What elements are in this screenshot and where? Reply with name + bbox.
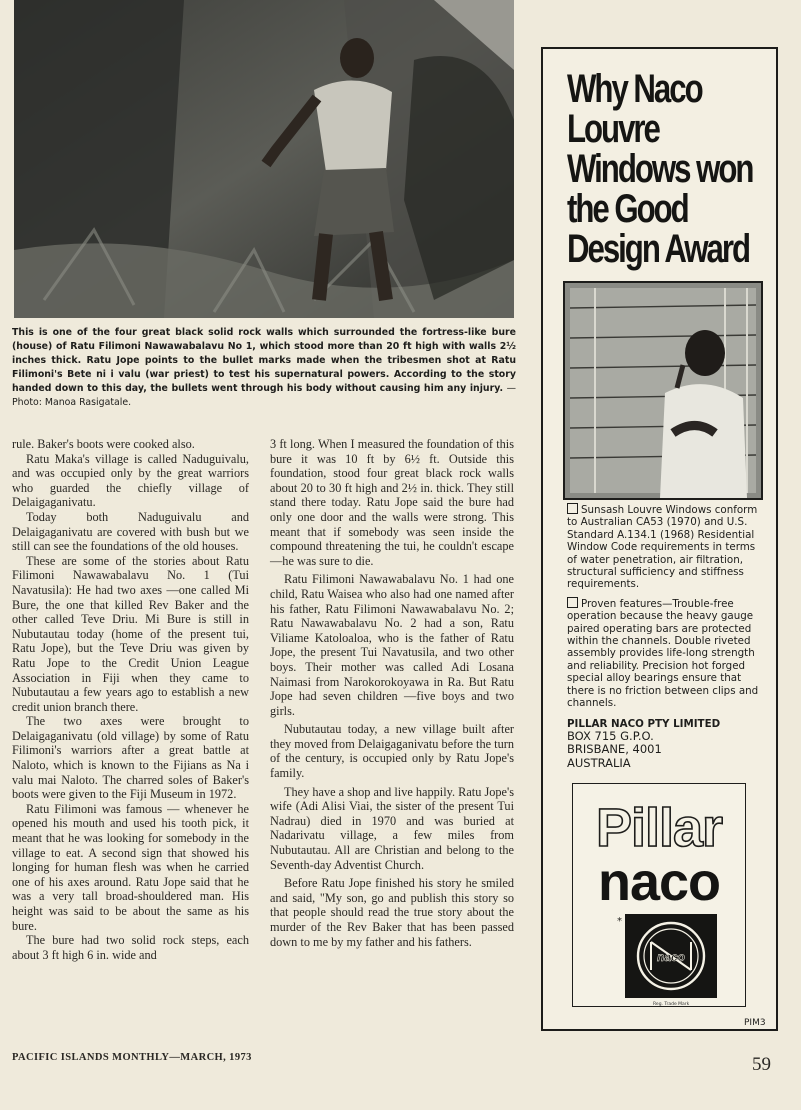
col1-paragraph: These are some of the stories about Ratu Filimoni Nawawabalavu No. 1 (Tui Navatusila): He had two axes —one called Mi Bure, the one that killed Rev Baker and the other called Teve Driu. Mi Bure is still in Nubutautau today (home of the present tui, Ratu Jope), but the Teve Driu was given by Ratu Jope to the Credit Union League Association in Fiji when they came to Nubutautau a few years ago to establish a new credit union branch there.: [12, 553, 249, 714]
ad-headline-line: Windows won: [567, 147, 753, 191]
ad-headline-line: Louvre: [567, 107, 659, 151]
ad-address-line: BRISBANE, 4001: [567, 742, 662, 757]
ad-code: PIM3: [744, 1018, 766, 1028]
ad-headline: [567, 67, 753, 271]
logo-word-naco: naco: [597, 852, 721, 912]
svg-text:*: *: [617, 916, 622, 927]
pillar-naco-logo: [572, 783, 746, 1007]
col2-paragraph: They have a shop and live happily. Ratu Jope's wife (Adi Alisi Viai, the sister of the present Tui Nadrau) died in 1970 and was buried at Nadarivatu village, a few miles from Nubutautau. All are Christian and belong to the Seventh-day Adventist Church.: [270, 784, 514, 872]
logo-word-pillar: Pillar: [595, 798, 723, 858]
photo-caption: [12, 326, 516, 411]
ad-feature-text: Sunsash Louvre Windows conform to Australian CA53 (1970) and U.S. Standard A.134.1 (1968) Residential Window Code requirements in terms of water penetration, air filtration, structural sufficiency and stiffness requirements.: [567, 504, 758, 591]
article-photo: [14, 0, 514, 318]
ad-feature-text: Proven features—Trouble-free operation because the heavy gauge paired operating bars are protected within the channels. Double riveted assembly provides life-long strength and reliability. Precision hot forged special alloy bearings ensure that there is no friction between clips and channels.: [567, 597, 759, 710]
col2-paragraph: 3 ft long. When I measured the foundation of this bure it was 10 ft by 6½ ft. Outside this foundation, stood four great black rock walls about 20 to 30 ft high and 2½ in. thick. They still stand there today. Ratu Jope said the bure had only one door and the walls were strong. This meant that if somebody was seen inside the compound threatening the tui, he couldn't escape—he was sure to die.: [270, 437, 514, 568]
ad-address-line: BOX 715 G.P.O.: [567, 728, 654, 743]
col2-paragraph: Ratu Filimoni Nawawabalavu No. 1 had one child, Ratu Waisea who also had one named after his father, Ratu Filimoni Nawawabalavu No. 2; Ratu Nawawabalavu No. 2 had a son, Ratu Viliame Katoloaloa, who is the father of Ratu Jope, the present Tui Navatusila, and two other boys. Their mother was called Adi Losana Naimasi from Narokorokoyawa in Ra. But Ratu Jope had seven children —five boys and two girls.: [270, 572, 514, 718]
logo-graphic: [573, 784, 745, 1006]
ad-address: [567, 730, 767, 771]
ad-photo: [563, 281, 763, 500]
col1-paragraph: The bure had two solid rock steps, each about 3 ft high 6 in. wide and: [12, 933, 249, 962]
col1-paragraph: Ratu Filimoni was famous — whenever he opened his mouth and used his tooth pick, it meant that he was looking for somebody in the village to eat. A second sign that showed his longing for human flesh was when he carried one of his axes around. Ratu Jope said that he was a very tall broad-shouldered man. His height was said to be about the same as his bure.: [12, 801, 249, 933]
ad-address-line: AUSTRALIA: [567, 755, 631, 770]
page-number: 59: [752, 1054, 771, 1075]
ad-headline-line: Why Naco: [567, 67, 702, 111]
ad-company-name: PILLAR NACO PTY LIMITED: [567, 717, 721, 730]
publication-footer: PACIFIC ISLANDS MONTHLY—MARCH, 1973: [12, 1052, 252, 1063]
col1-paragraph: Ratu Maka's village is called Naduguivalu, and was occupied only by the great warriors who guarded the chiefly village of Delaigaganivatu.: [12, 451, 249, 510]
col1-paragraph: The two axes were brought to Delaigaganivatu (old village) by some of Ratu Filimoni's warriors after a great battle at Naloto, which is known to the Fijians as Na i valu mai Naloto. The charred soles of Baker's boots were given to the Fiji Museum in 1972.: [12, 714, 249, 802]
ad-photo-illustration: [565, 283, 761, 498]
col2-paragraph: Nubutautau today, a new village built after they moved from Delaigaganivatu before the turn of the century, is occupied only by Ratu Jope's family.: [270, 722, 514, 781]
caption-photo-credit: —Photo: Manoa Rasigatale.: [12, 383, 516, 409]
col1-paragraph: rule. Baker's boots were cooked also.: [12, 437, 195, 451]
photo-illustration: [14, 0, 514, 318]
col2-paragraph: Before Ratu Jope finished his story he smiled and said, "My son, go and publish this story so that people should read the true story about the murder of the Rev Baker that has been passed down to me by my father and his fathers.: [270, 876, 514, 949]
checkbox-icon: [567, 503, 578, 514]
caption-main-text: This is one of the four great black solid rock walls which surrounded the fortress-like bure (house) of Ratu Filimoni Nawawabalavu No 1, which stood more than 20 ft high with walls 2½ inches thick. Ratu Jope points to the bullet marks made when the tribesmen shot at Ratu Filimoni's Bete ni i valu (war priest) to test his supernatural powers. According to the story handed down to this day, the bullets went through his body without causing him any injury.: [12, 327, 516, 395]
advertisement: [541, 47, 778, 1031]
article-column-1: [12, 437, 249, 962]
col1-paragraph: Today both Naduguivalu and Delaigaganivatu are covered with bush but we still can see the foundations of the old houses.: [12, 509, 249, 554]
checkbox-icon: [567, 597, 578, 608]
ad-headline-line: the Good: [567, 187, 688, 231]
ad-body: [567, 503, 767, 770]
article-column-2: [270, 437, 514, 949]
ad-headline-line: Design Award: [567, 227, 749, 271]
ad-feature: [567, 597, 767, 710]
trademark-note: Reg. Trade Mark: [653, 1002, 690, 1007]
ad-feature: [567, 503, 767, 591]
logo-emblem-word: naco: [656, 950, 686, 964]
